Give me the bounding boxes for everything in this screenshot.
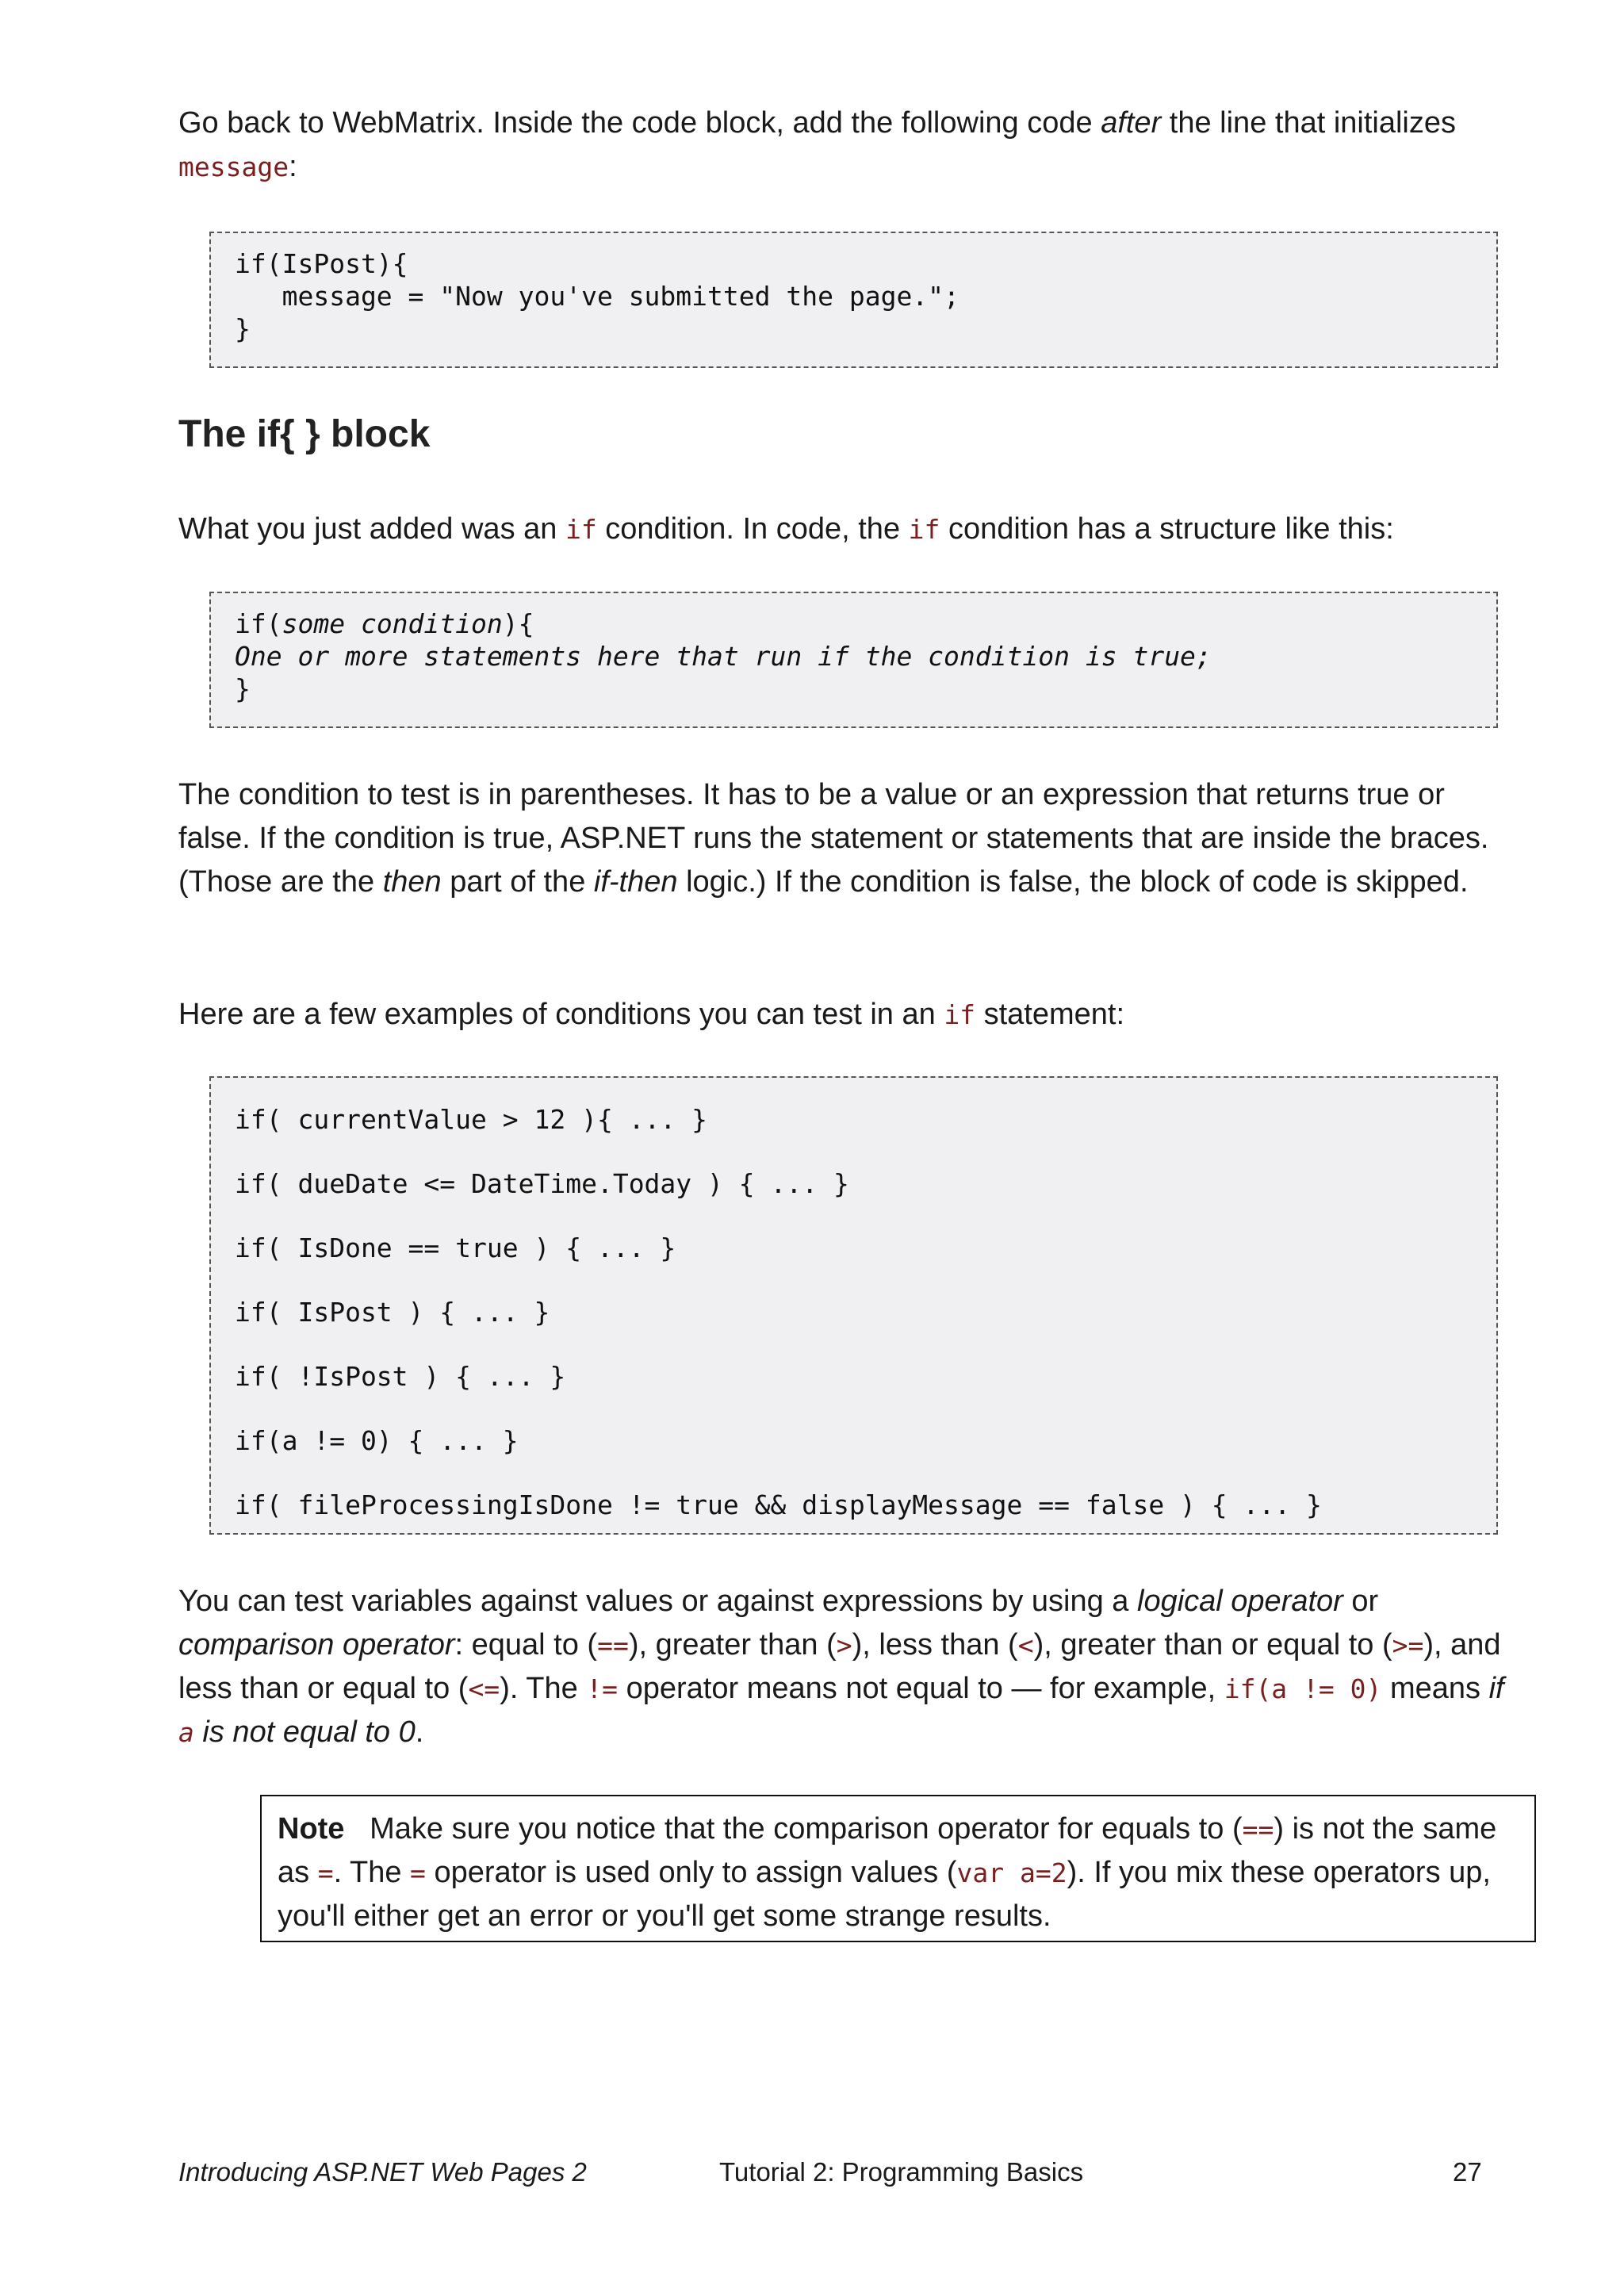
code-block-if-structure: if(some condition){ One or more statements here that run if the condition is true; } [209,592,1498,728]
footer-page-number: 27 [1453,2157,1482,2187]
note-box: Note Make sure you notice that the comparison operator for equals to (==) is not the same as =. The = operator is used only to assign values (var a=2). If you mix these operators up, you'll either get an error or you'll get some strange results. [260,1795,1536,1942]
paragraph-intro: Go back to WebMatrix. Inside the code block, add the following code after the line that initializes message: [178,106,1456,183]
paragraph-operators: You can test variables against values or against expressions by using a logical operator or comparison operator: equal to (==), greater than (>), less than (<), greater than or equal to (>=), and less than or equal to (<=). The != operator means not equal to — for example, if(a != 0) means if a is not equal to 0. [178,1585,1504,1749]
footer-chapter: Tutorial 2: Programming Basics [719,2157,1084,2187]
code-block-ispost: if(IsPost){ message = "Now you've submitted the page."; } [209,232,1498,368]
section-heading: The if{ } block [178,413,431,455]
footer-book-title: Introducing ASP.NET Web Pages 2 [178,2157,587,2187]
paragraph-if-condition: What you just added was an if condition. In code, the if condition has a structure like this: [178,512,1394,546]
code-block-examples: if( currentValue > 12 ){ ... } if( dueDate <= DateTime.Today ) { ... } if( IsDone == true ) { ... } if( IsPost ) { ... } if( !IsPost ) { ... } if(a != 0) { ... } if( fileProcessingIsDone != true && displayMessage == false ) { ... } [209,1076,1498,1535]
note-label: Note [278,1812,345,1846]
paragraph-examples-intro: Here are a few examples of conditions you can test in an if statement: [178,998,1125,1031]
paragraph-condition-explanation: The condition to test is in parentheses. It has to be a value or an expression that returns true or false. If the condition is true, ASP.NET runs the statement or statements that are inside the braces. (Those are the then part of the if-then logic.) If the condition is false, the block of code is skipped. [178,778,1489,899]
